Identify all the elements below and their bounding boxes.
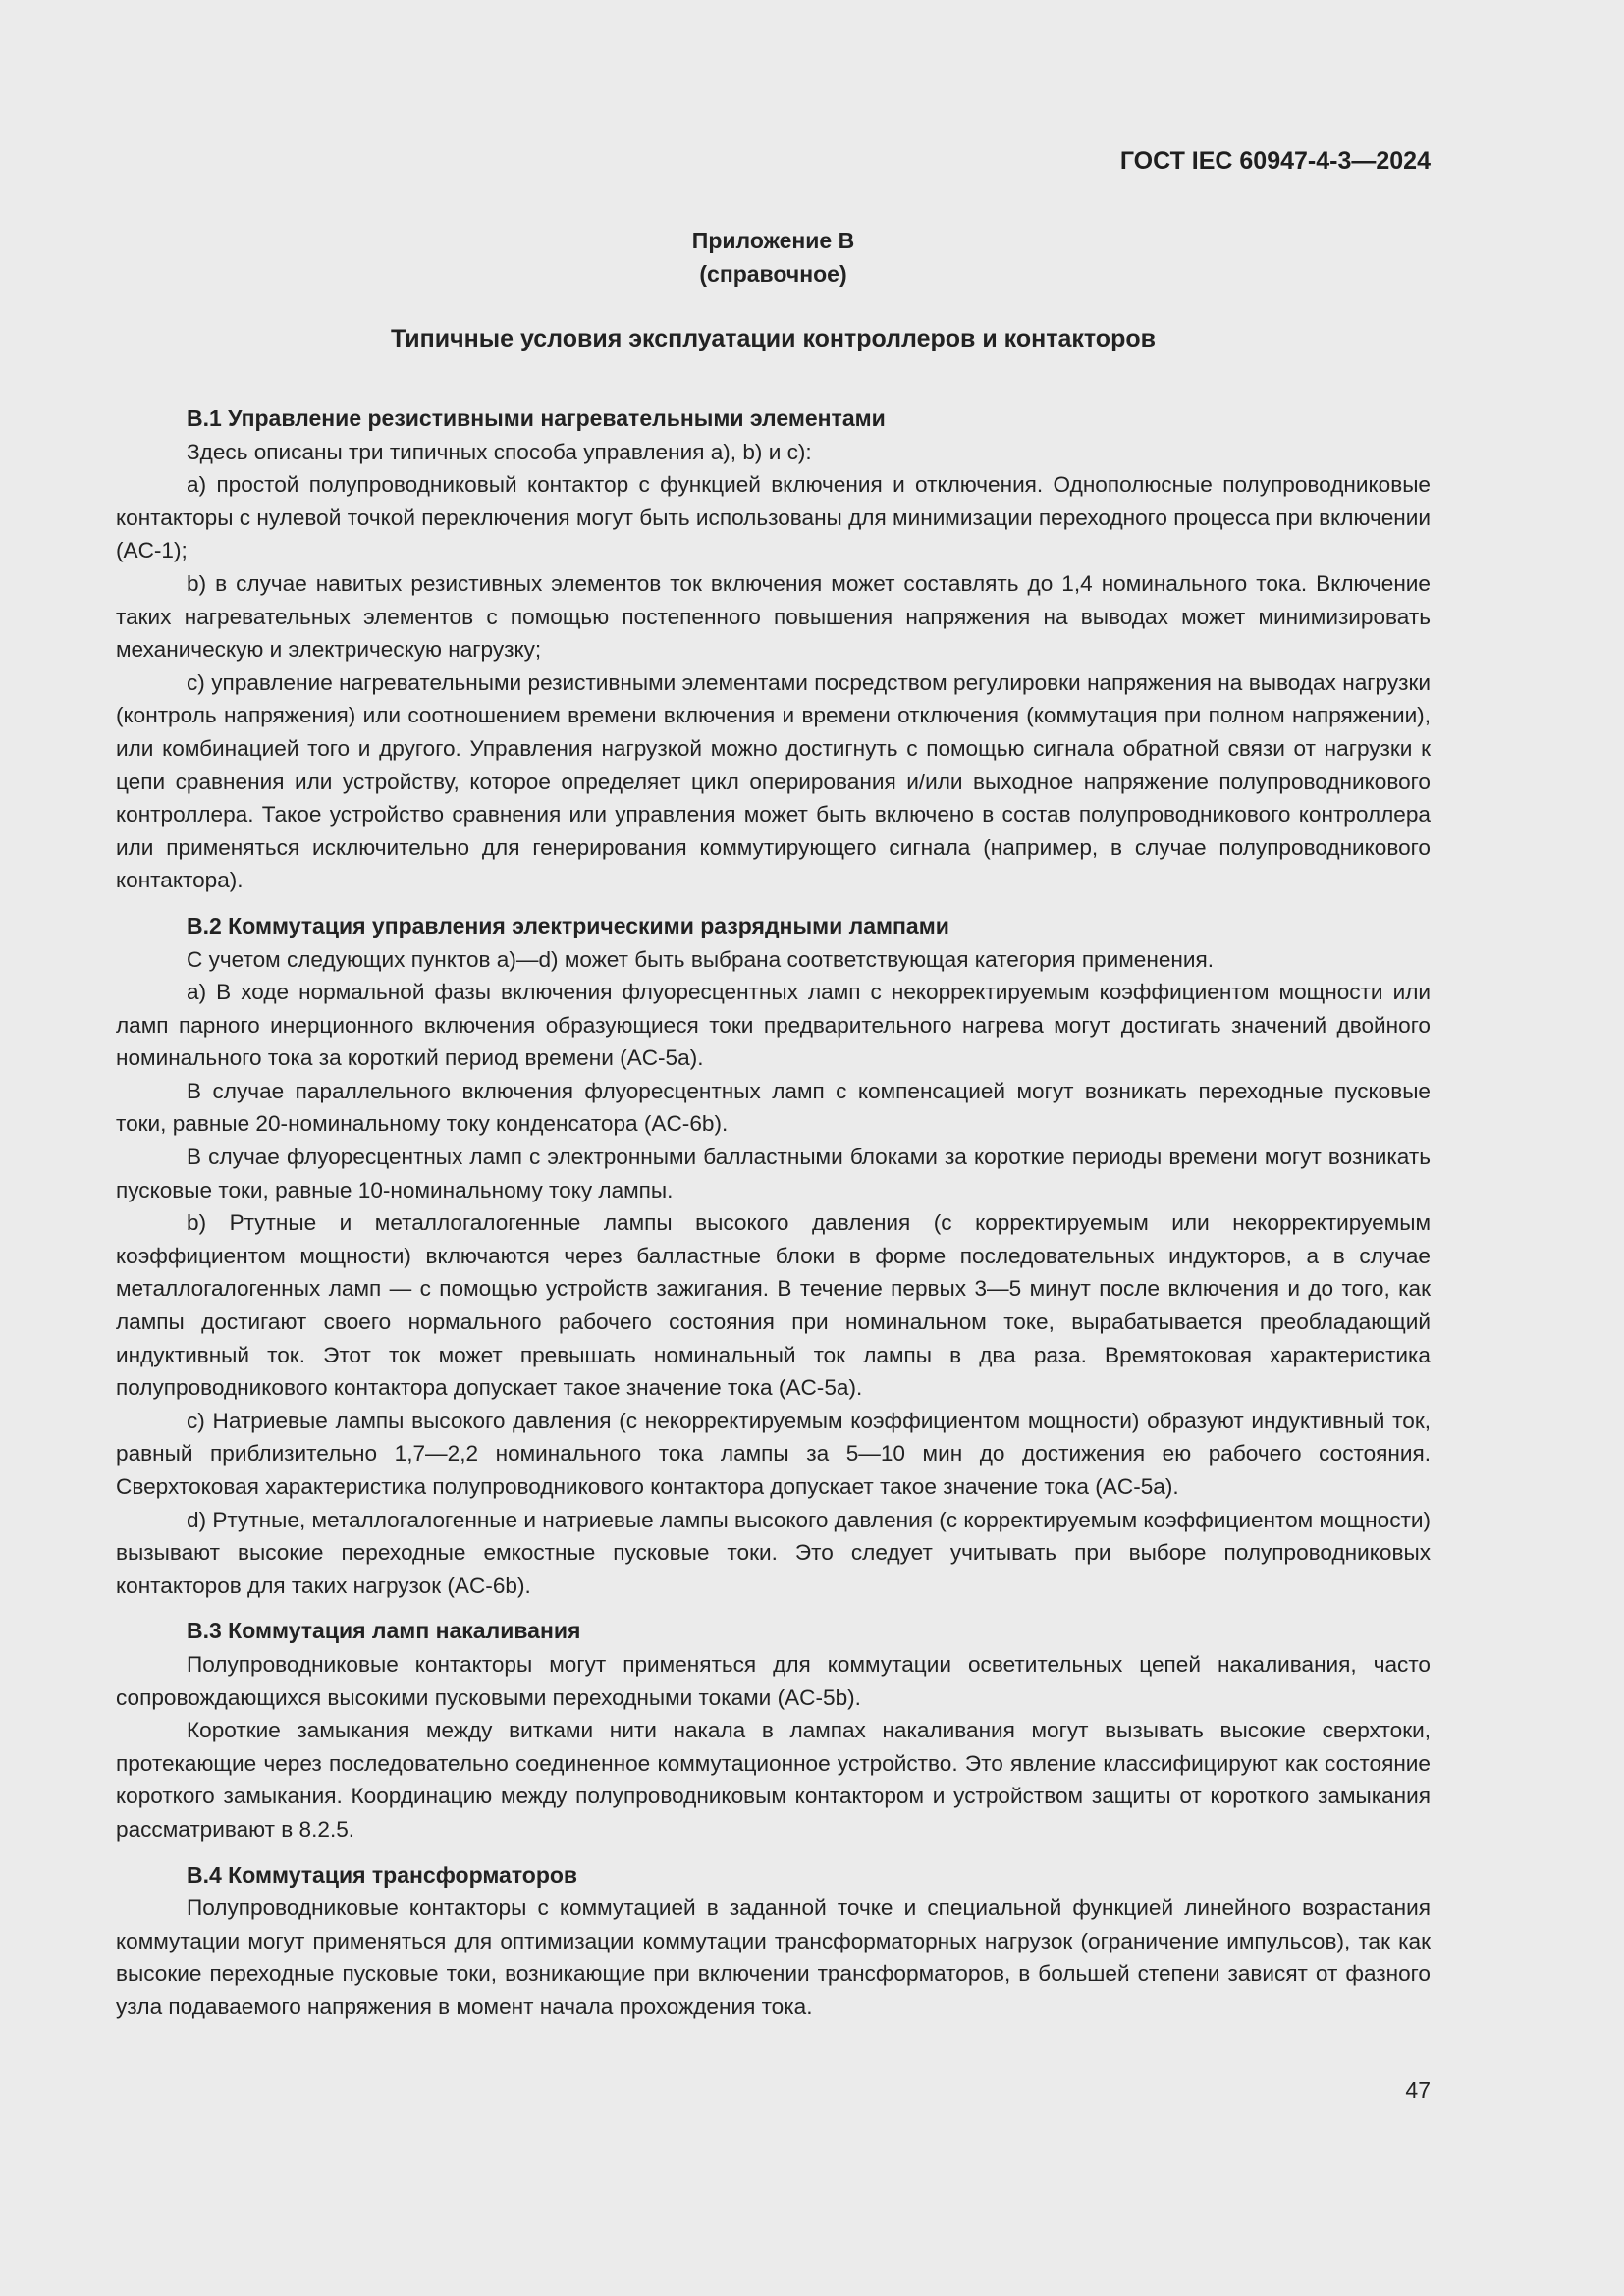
paragraph: a) В ходе нормальной фазы включения флуоресцентных ламп с некорректируемым коэффициентом мощности или ламп парного инерционного включения образующиеся токи предварительного нагрева могут достигать значений двойного номинального тока за короткий период времени (AC-5a). — [116, 980, 1431, 1071]
paragraph: В случае параллельного включения флуоресцентных ламп с компенсацией могут возникать переходные пусковые токи, равные 20-номинальному току конденсатора (AC-6b). — [116, 1078, 1431, 1137]
annex-label: Приложение B — [691, 228, 855, 253]
page-number: 47 — [1405, 2077, 1431, 2103]
paragraph: b) в случае навитых резистивных элементов ток включения может составлять до 1,4 номинального тока. Включение таких нагревательных элементов с помощью постепенного повышения напряжения на выводах может минимизировать механическую и электрическую нагрузку; — [116, 570, 1431, 663]
annex-heading — [116, 224, 1431, 291]
annex-status: (справочное) — [699, 261, 847, 287]
paragraph: Здесь описаны три типичных способа управления a), b) и c): — [187, 439, 812, 464]
paragraph: С учетом следующих пунктов a)—d) может быть выбрана соответствующая категория применения. — [187, 946, 1214, 972]
paragraph: c) Натриевые лампы высокого давления (с некорректируемым коэффициентом мощности) образуют индуктивный ток, равный приблизительно 1,7—2,2 номинального тока лампы за 5—10 мин до достижения ею рабочего состояния. Сверхтоковая характеристика полупроводникового контактора допускает такое значение тока (AC-5a). — [116, 1408, 1431, 1499]
paragraph: a) простой полупроводниковый контактор с функцией включения и отключения. Однополюсные полупроводниковые контакторы с нулевой точкой переключения могут быть использованы для минимизации переходного процесса при включении (AC-1); — [116, 472, 1431, 563]
annex-title: Типичные условия эксплуатации контроллеров и контакторов — [390, 325, 1156, 352]
standard-number: ГОСТ IEC 60947-4-3—2024 — [1119, 147, 1431, 175]
paragraph: В случае флуоресцентных ламп с электронными балластными блоками за короткие периоды времени могут возникать пусковые токи, равные 10-номинальному току лампы. — [116, 1145, 1431, 1202]
section-heading-b4: B.4 Коммутация трансформаторов — [187, 1861, 578, 1888]
paragraph: Полупроводниковые контакторы с коммутацией в заданной точке и специальной функцией линейного возрастания коммутации могут применяться для оптимизации коммутации трансформаторных нагрузок (ограничение импульсов), так как высокие переходные пусковые токи, возникающие при включении трансформаторов, в большей степени зависят от фазного узла подаваемого напряжения в момент начала прохождения тока. — [116, 1896, 1431, 2019]
section-heading-b1: B.1 Управление резистивными нагревательными элементами — [187, 405, 886, 431]
paragraph: c) управление нагревательными резистивными элементами посредством регулировки напряжения на выводах нагрузки (контроль напряжения) или соотношением времени включения и времени отключения (коммутация при полном напряжении), или комбинацией того и другого. Управления нагрузкой можно достигнуть с помощью сигнала обратной связи от нагрузки к цепи сравнения или устройству, которое определяет цикл оперирования и/или выходное напряжение полупроводникового контроллера. Такое устройство сравнения или управления может быть включено в состав полупроводникового контроллера или применяться исключительно для генерирования коммутирующего сигнала (например, в случае полупроводникового контактора). — [116, 669, 1431, 893]
document-body — [116, 402, 1431, 2024]
section-heading-b3: B.3 Коммутация ламп накаливания — [187, 1618, 581, 1644]
section-heading-b2: B.2 Коммутация управления электрическими разрядными лампами — [187, 912, 949, 938]
paragraph: d) Ртутные, металлогалогенные и натриевые лампы высокого давления (с корректируемым коэффициентом мощности) вызывают высокие переходные емкостные пусковые токи. Это следует учитывать при выборе полупроводниковых контакторов для таких нагрузок (AC-6b). — [116, 1507, 1432, 1598]
paragraph: b) Ртутные и металлогалогенные лампы высокого давления (с корректируемым или некорректируемым коэффициентом мощности) включаются через балластные блоки в форме последовательных индукторов, а в случае металлогалогенных ламп — с помощью устройств зажигания. В течение первых 3—5 минут после включения и до того, как лампы достигают своего нормального рабочего состояния при номинальном токе, вырабатывается преобладающий индуктивный ток. Этот ток может превышать номинальный ток лампы в два раза. Времятоковая характеристика полупроводникового контактора допускает такое значение тока (AC-5a). — [116, 1210, 1431, 1401]
paragraph: Полупроводниковые контакторы могут применяться для коммутации осветительных цепей накаливания, часто сопровождающихся высокими пусковыми переходными токами (AC-5b). — [116, 1651, 1431, 1710]
paragraph: Короткие замыкания между витками нити накала в лампах накаливания могут вызывать высокие сверхтоки, протекающие через последовательно соединенное коммутационное устройство. Это явление классифицируют как состояние короткого замыкания. Координацию между полупроводниковым контактором и устройством защиты от короткого замыкания рассматривают в 8.2.5. — [116, 1718, 1431, 1842]
